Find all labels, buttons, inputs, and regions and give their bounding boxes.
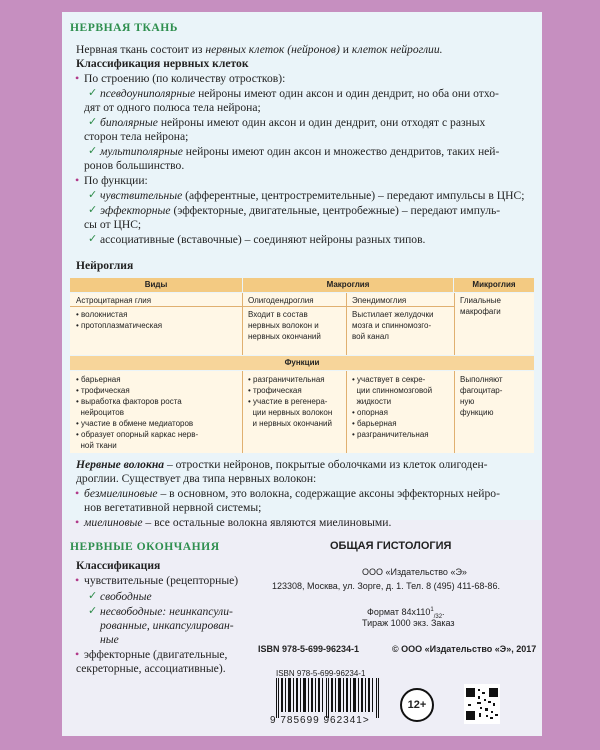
publisher: ООО «Издательство «Э» (362, 567, 467, 577)
check-icon: ✓ (88, 87, 98, 99)
format: Формат $84х110^1_{/32}$. (367, 607, 445, 620)
associative-line: ассоциативные (вставочные) – соединяют нейроны разных типов. (100, 233, 426, 246)
classification-title: Классификация нервных клеток (76, 57, 249, 70)
ependymo-text: вой канал (352, 332, 389, 341)
func-ependymo-item: ции спинномозговой (352, 386, 433, 395)
fibers-line2: дроглии. Существует два типа нервных волокон: (76, 472, 317, 485)
astro-item: • протоплазматическая (76, 321, 163, 330)
divider (242, 371, 243, 453)
check-icon: ✓ (88, 116, 98, 128)
address: 123308, Москва, ул. Зорге, д. 1. Тел. 8 (495) 411-68-86. (272, 581, 500, 591)
bipolar-line2: сторон тела нейрона; (84, 130, 189, 143)
func-oligo-item: и нервных окончаний (248, 419, 332, 428)
func-ependymo-item: • опорная (352, 408, 388, 417)
func-astro-item: ной ткани (76, 441, 117, 450)
endings-effector-l2: секреторные, ассоциативные). (76, 662, 226, 675)
book-back-cover (62, 12, 542, 736)
func-ependymo-item: • участвует в секре- (352, 375, 426, 384)
multi-line2: ронов большинство. (84, 159, 185, 172)
header-types: Виды (70, 278, 242, 292)
func-micro-text: ную (460, 397, 475, 406)
func-astro-item: нейроцитов (76, 408, 125, 417)
type-oligo: Олигодендроглия (248, 296, 314, 305)
by-function: По функции: (84, 174, 148, 187)
oligo-text: Входит в состав (248, 310, 308, 319)
func-oligo-item: • участие в регенера- (248, 397, 328, 406)
myelinated-line: миелиновые – все остальные волокна являются миелиновыми. (84, 516, 392, 529)
header-functions: Функции (70, 356, 534, 370)
func-ependymo-item: • барьерная (352, 419, 397, 428)
endings-classification: Классификация (76, 559, 161, 572)
func-micro-text: фагоцитар- (460, 386, 503, 395)
oligo-text: нервных волокон и (248, 321, 319, 330)
func-micro-text: Выполняют (460, 375, 503, 384)
endings-free: свободные (100, 590, 152, 603)
fibers-line1: Нервные волокна – отростки нейронов, покрытые оболочками из клеток олигоден- (76, 458, 488, 471)
multi-line1: мультиполярные нейроны имеют один аксон и множество дендритов, таких ней- (100, 145, 500, 158)
endings-nonfree-l2: рованные, инкапсулирован- (100, 619, 234, 632)
func-ependymo-item: • разграничительная (352, 430, 429, 439)
effector-line1: эффекторные (эффекторные, двигательные, центробежные) – передают импуль- (100, 204, 501, 217)
neuroglia-title: Нейроглия (76, 259, 134, 272)
divider (454, 371, 455, 453)
by-structure: По строению (по количеству отростков): (84, 72, 286, 85)
func-micro-text: функцию (460, 408, 494, 417)
pseudo-line2: дят от одного полюса тела нейрона; (84, 101, 261, 114)
type-ependymo: Эпендимоглия (352, 296, 407, 305)
endings-nonfree-l3: ные (100, 633, 119, 646)
header-microglia: Микроглия (454, 278, 534, 292)
divider (242, 293, 243, 355)
func-astro-item: • образует опорный каркас нерв- (76, 430, 199, 439)
age-rating-badge (400, 688, 434, 722)
astro-item: • волокнистая (76, 310, 128, 319)
divider (70, 306, 454, 307)
barcode-isbn: ISBN 978-5-699-96234-1 (276, 669, 366, 678)
intro-text: Нервная ткань состоит из нервных клеток (нейронов) и клеток нейроглии. (76, 43, 443, 56)
barcode-digits: 9 785699 962341> (270, 715, 370, 726)
func-oligo-item: ции нервных волокон (248, 408, 333, 417)
endings-sensory: чувствительные (рецепторные) (84, 574, 239, 587)
bipolar-line1: биполярные нейроны имеют один аксон и один дендрит, они отходят с разных (100, 116, 486, 129)
func-oligo-item: • трофическая (248, 386, 302, 395)
bullet-icon: • (75, 515, 80, 529)
check-icon: ✓ (88, 605, 98, 617)
check-icon: ✓ (88, 189, 98, 201)
bullet-icon: • (75, 173, 80, 187)
func-astro-item: • трофическая (76, 386, 130, 395)
func-astro-item: • выработка факторов роста (76, 397, 182, 406)
divider (346, 371, 347, 453)
isbn: ISBN 978-5-699-96234-1 (258, 644, 360, 654)
sensory-line: чувствительные (афферентные, центростремительные) – передают импульсы в ЦНС; (100, 189, 525, 202)
section-title-nerve-endings: НЕРВНЫЕ ОКОНЧАНИЯ (70, 540, 220, 553)
check-icon: ✓ (88, 145, 98, 157)
func-astro-item: • участие в обмене медиаторов (76, 419, 194, 428)
type-micro-l2: макрофаги (460, 307, 501, 316)
func-ependymo-item: жидкости (352, 397, 392, 406)
check-icon: ✓ (88, 204, 98, 216)
qr-code (464, 684, 500, 724)
section-title-nerve-tissue: НЕРВНАЯ ТКАНЬ (70, 21, 178, 34)
endings-effector-l1: эффекторные (двигательные, (84, 648, 228, 661)
divider (454, 293, 455, 355)
func-oligo-item: • разграничительная (248, 375, 325, 384)
unmyelinated-line2: нов вегетативной нервной системы; (84, 501, 262, 514)
oligo-text: нервных окончаний (248, 332, 321, 341)
ependymo-text: Выстилает желудочки (352, 310, 434, 319)
ependymo-text: мозга и спинномозго- (352, 321, 432, 330)
print-run: Тираж 1000 экз. Заказ (362, 618, 455, 628)
type-micro: Глиальные (460, 296, 501, 305)
unmyelinated-line1: безмиелиновые – в основном, это волокна, содержащие аксоны эффекторных нейро- (84, 487, 500, 500)
check-icon: ✓ (88, 233, 98, 245)
bullet-icon: • (75, 71, 80, 85)
bullet-icon: • (75, 647, 80, 661)
type-astro: Астроцитарная глия (76, 296, 152, 305)
header-macroglia: Макроглия (243, 278, 453, 292)
bullet-icon: • (75, 573, 80, 587)
book-title: ОБЩАЯ ГИСТОЛОГИЯ (330, 540, 452, 552)
copyright: © ООО «Издательство «Э», 2017 (392, 644, 537, 654)
age-rating-text: 12+ (407, 699, 427, 711)
pseudo-line1: псевдоуниполярные нейроны имеют один аксон и один дендрит, но оба они отхо- (100, 87, 499, 100)
endings-nonfree-l1: несвободные: неинкапсули- (100, 605, 233, 618)
divider (346, 293, 347, 355)
func-astro-item: • барьерная (76, 375, 121, 384)
check-icon: ✓ (88, 590, 98, 602)
bullet-icon: • (75, 486, 80, 500)
effector-line2: сы от ЦНС; (84, 218, 142, 231)
